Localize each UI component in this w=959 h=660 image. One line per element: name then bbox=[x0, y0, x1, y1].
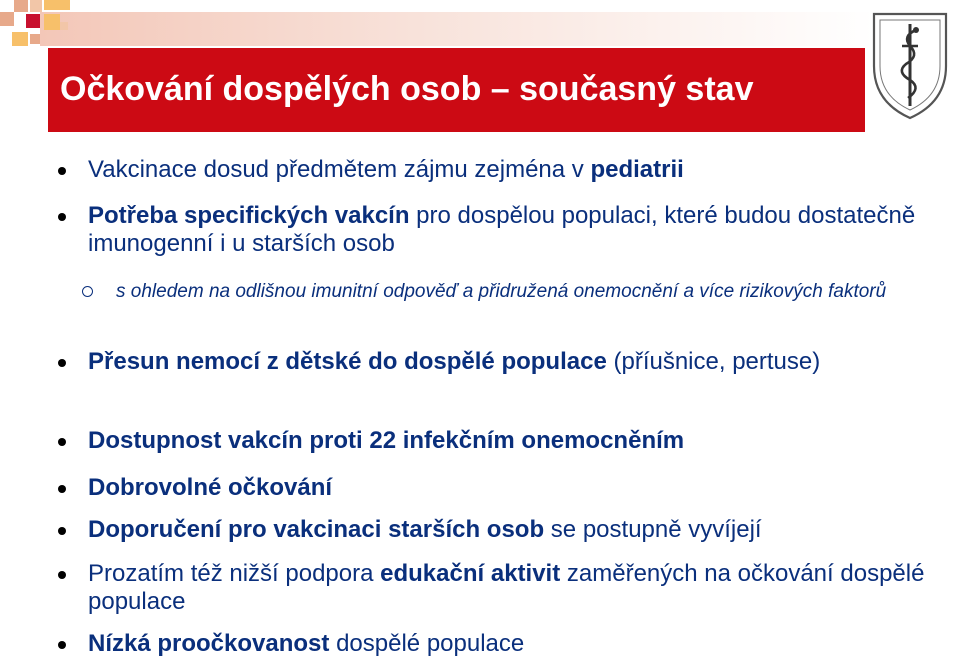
bullet-emphasis: Nízká proočkovanost bbox=[88, 630, 330, 657]
decor-square-4 bbox=[0, 12, 14, 26]
sub-bullet-text: s ohledem na odlišnou imunitní odpověď a přidružená onemocnění a více rizikových faktorů bbox=[116, 281, 887, 302]
list-item bbox=[88, 348, 928, 376]
bullet-dot bbox=[58, 485, 66, 493]
bullet-emphasis: pediatrii bbox=[590, 156, 684, 183]
bullet-text: dospělé populace bbox=[329, 630, 525, 657]
bullet-text: pro dospělou populaci, které budou dostatečně imunogenní i u starších osob bbox=[88, 202, 916, 257]
bullet-dot bbox=[58, 641, 66, 649]
sub-bullet-ring bbox=[82, 286, 93, 297]
bullet-emphasis: Potřeba specifických vakcín bbox=[88, 202, 410, 229]
decor-square-3 bbox=[44, 0, 70, 10]
list-item bbox=[88, 156, 928, 184]
list-item bbox=[88, 630, 928, 658]
decor-square-6 bbox=[44, 14, 60, 30]
list-item bbox=[88, 560, 928, 616]
caduceus-shield-icon bbox=[866, 6, 954, 124]
sub-list-item bbox=[116, 278, 916, 305]
bullet-emphasis: Dobrovolné očkování bbox=[88, 474, 333, 501]
list-item bbox=[88, 516, 928, 544]
bullet-text: Vakcinace dosud předmětem zájmu zejména v bbox=[88, 156, 591, 183]
decor-square-9 bbox=[30, 34, 40, 44]
bullet-emphasis: Dostupnost vakcín proti 22 infekčním onemocněním bbox=[88, 427, 685, 454]
list-item bbox=[88, 427, 928, 455]
bullet-dot bbox=[58, 359, 66, 367]
decor-square-5 bbox=[26, 14, 40, 28]
decor-square-7 bbox=[60, 22, 68, 30]
bullet-emphasis: Doporučení pro vakcinaci starších osob bbox=[88, 516, 545, 543]
decor-square-8 bbox=[12, 32, 28, 46]
list-item bbox=[88, 474, 928, 502]
bullet-emphasis: Přesun nemocí z dětské do dospělé populace bbox=[88, 348, 607, 375]
decor-square-2 bbox=[30, 0, 42, 12]
bullet-dot bbox=[58, 213, 66, 221]
bullet-dot bbox=[58, 571, 66, 579]
bullet-text: zaměřených na očkování dospělé populace bbox=[88, 560, 925, 615]
bullet-dot bbox=[58, 438, 66, 446]
bullet-text: (příušnice, pertuse) bbox=[606, 348, 821, 375]
bullet-text: Prozatím též nižší podpora bbox=[88, 560, 381, 587]
decor-square-1 bbox=[14, 0, 28, 12]
slide-title: Očkování dospělých osob – současný stav bbox=[60, 70, 754, 108]
bullet-dot bbox=[58, 167, 66, 175]
bullet-dot bbox=[58, 527, 66, 535]
bullet-emphasis: edukační aktivit bbox=[380, 560, 561, 587]
list-item bbox=[88, 202, 928, 258]
header-gradient-bar bbox=[40, 12, 875, 46]
bullet-text: se postupně vyvíjejí bbox=[544, 516, 762, 543]
